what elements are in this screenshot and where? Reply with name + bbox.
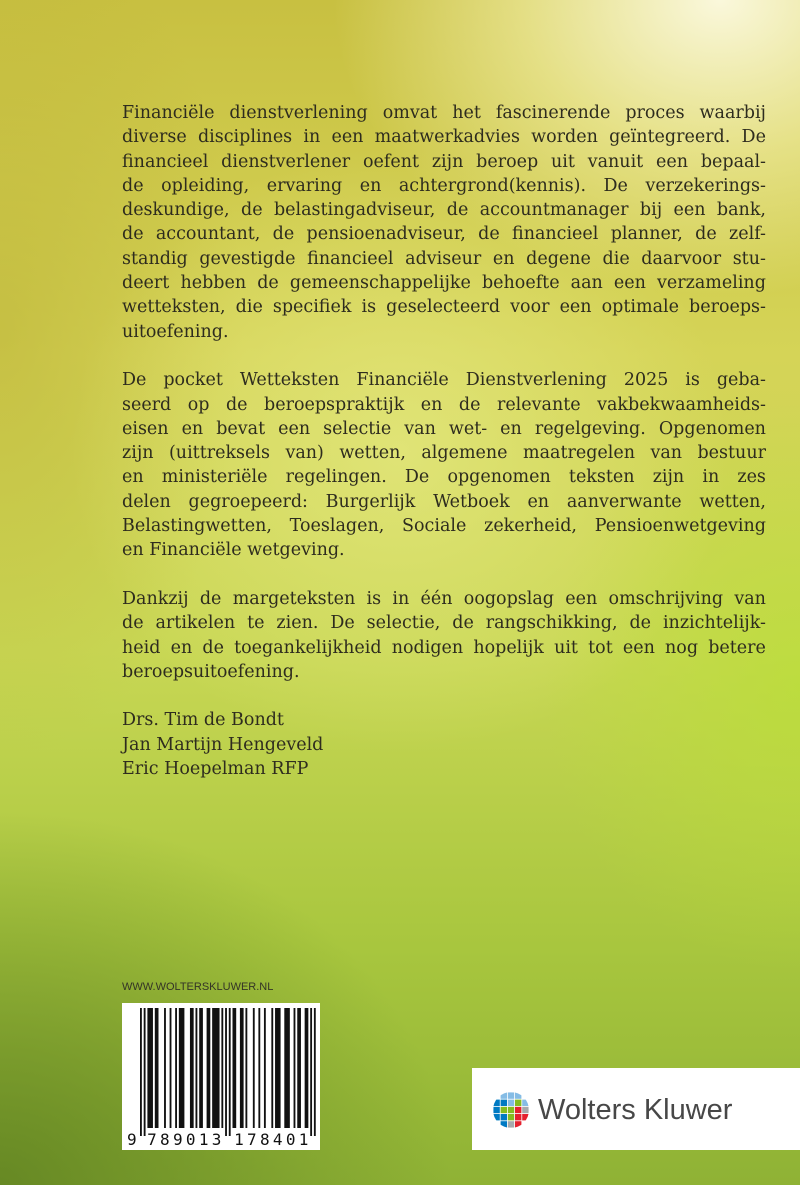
word: bank, xyxy=(716,200,766,221)
word: is xyxy=(361,297,377,318)
word: bepaal- xyxy=(700,151,766,172)
word: de xyxy=(122,613,144,634)
barcode-bar xyxy=(179,1008,185,1128)
word: disciplines xyxy=(197,127,293,148)
word: uit xyxy=(554,637,578,658)
text-line xyxy=(122,295,766,319)
text-line xyxy=(122,587,766,611)
word: die xyxy=(602,248,630,269)
word: nodigen xyxy=(391,637,464,658)
word: nog xyxy=(665,637,699,658)
author-name: Jan Martijn Hengeveld xyxy=(122,734,324,755)
word: zijn xyxy=(652,467,685,488)
word: de xyxy=(257,273,279,294)
text-line xyxy=(122,125,766,149)
word: (uittreksels xyxy=(168,443,270,464)
logo-square xyxy=(501,1121,507,1127)
logo-square xyxy=(508,1121,514,1127)
word: degene xyxy=(526,248,591,269)
word: De xyxy=(330,613,355,634)
logo-square xyxy=(515,1100,521,1106)
barcode-guard-bar xyxy=(229,1008,231,1136)
logo-square xyxy=(508,1114,514,1120)
word: van xyxy=(404,418,436,439)
logo-square xyxy=(522,1100,528,1106)
word: in xyxy=(702,467,720,488)
publisher-name: Wolters Kluwer xyxy=(538,1094,733,1126)
logo-square xyxy=(515,1114,521,1120)
word: gegroepeerd: xyxy=(188,491,308,512)
word: en xyxy=(527,491,550,512)
paragraph-closing xyxy=(122,587,766,684)
word: aan xyxy=(570,273,603,294)
barcode-bar xyxy=(305,1008,309,1128)
barcode-left-digits: 789013 xyxy=(147,1130,225,1149)
word: de xyxy=(202,637,224,658)
word: stu- xyxy=(732,248,766,269)
word: de xyxy=(478,224,500,245)
word: op xyxy=(187,394,210,415)
word: de xyxy=(241,200,263,221)
word: artikelen xyxy=(155,613,236,634)
word: Financiële xyxy=(122,103,215,123)
word: zien. xyxy=(276,613,319,634)
barcode-bar xyxy=(170,1008,172,1128)
word: selectie, xyxy=(366,613,441,634)
text-line xyxy=(122,393,766,417)
word: en xyxy=(359,175,382,196)
word: de xyxy=(272,224,295,245)
word: bestuur xyxy=(697,443,766,464)
word: ministeriële xyxy=(161,467,268,488)
word: en xyxy=(492,248,515,269)
word: een xyxy=(673,200,706,221)
word: verzekerings- xyxy=(645,175,766,196)
word: de xyxy=(122,224,144,245)
word: financieel xyxy=(122,151,209,172)
word: en xyxy=(420,394,443,415)
word: zijn xyxy=(122,443,154,464)
word: Dienstverlening xyxy=(465,370,607,391)
word: De xyxy=(404,467,430,488)
word: De xyxy=(741,127,766,148)
barcode-bar xyxy=(264,1008,266,1128)
word: oefent xyxy=(362,151,420,172)
author-name: Eric Hoepelman RFP xyxy=(122,759,309,780)
word: accountmanager xyxy=(479,200,629,221)
word: van xyxy=(734,588,766,609)
word: wetten, xyxy=(339,443,406,464)
text-line xyxy=(122,417,766,441)
word: De xyxy=(122,370,147,391)
word: tot xyxy=(588,637,613,658)
word: te xyxy=(247,613,265,634)
word: omschrijving xyxy=(608,588,724,609)
word: oogopslag xyxy=(463,588,555,609)
word: zijn xyxy=(431,151,464,172)
word: Opgenomen xyxy=(658,418,766,439)
word: maatwerkadvies xyxy=(374,127,520,148)
logo-square xyxy=(493,1114,499,1120)
word: algemene xyxy=(421,443,508,464)
word: betere xyxy=(708,637,766,658)
logo-square xyxy=(515,1092,521,1098)
barcode-bar xyxy=(147,1008,153,1128)
text-line xyxy=(122,150,766,174)
word: opleiding, xyxy=(161,175,250,196)
word: vanuit xyxy=(587,151,644,172)
word: en xyxy=(181,418,204,439)
word: Wetboek xyxy=(433,491,510,512)
word: worden xyxy=(531,127,598,148)
paragraph-intro xyxy=(122,101,766,344)
word: deert xyxy=(122,273,170,294)
word: een xyxy=(613,273,646,294)
word: pensioenadviseur, xyxy=(306,224,466,245)
word: bij xyxy=(639,200,663,221)
word: toegankelijkheid xyxy=(234,637,382,658)
barcode-bar xyxy=(212,1008,219,1128)
word: de xyxy=(452,613,474,634)
barcode-bar xyxy=(155,1008,159,1128)
barcode-guard-bar xyxy=(144,1008,146,1136)
barcode-guard-bar xyxy=(225,1008,227,1136)
barcode-bar xyxy=(253,1008,255,1128)
word: de xyxy=(199,588,222,609)
word: zelf- xyxy=(729,224,766,245)
barcode-first-digit: 9 xyxy=(127,1130,137,1149)
word: deskundige, xyxy=(122,200,230,221)
logo-square xyxy=(515,1121,521,1127)
word: een xyxy=(559,297,592,318)
word: is xyxy=(366,588,382,609)
logo-square xyxy=(501,1114,507,1120)
word: heid xyxy=(122,637,161,658)
word: en xyxy=(500,418,522,439)
word: Toeslagen, xyxy=(289,516,385,537)
word: vakbekwaamheids- xyxy=(597,394,766,415)
word: aanverwante xyxy=(566,491,682,512)
word: pocket xyxy=(163,370,223,391)
logo-square xyxy=(493,1107,499,1113)
author-list xyxy=(122,708,766,781)
isbn-barcode xyxy=(122,1003,320,1150)
word: zes xyxy=(737,467,766,488)
word: bevat xyxy=(216,418,266,439)
word: regelingen. xyxy=(285,467,387,488)
logo-square xyxy=(493,1100,499,1106)
barcode-guard-bar xyxy=(314,1008,316,1136)
word: voor xyxy=(510,297,550,318)
barcode-bar xyxy=(294,1008,296,1128)
word: optimale xyxy=(601,297,679,318)
text-line xyxy=(122,490,766,514)
logo-square xyxy=(515,1107,521,1113)
word: Dankzij xyxy=(122,588,189,609)
wolters-kluwer-logo-icon xyxy=(493,1092,529,1128)
logo-square xyxy=(508,1107,514,1113)
barcode-guard-bar xyxy=(140,1008,142,1136)
logo-square xyxy=(522,1114,528,1120)
word: proces xyxy=(625,103,685,123)
word: achtergrond(kennis). xyxy=(398,175,587,196)
word: hopelijk xyxy=(473,637,544,658)
logo-square xyxy=(501,1092,507,1098)
barcode-bar xyxy=(271,1008,273,1128)
word: delen xyxy=(122,491,171,512)
word: belastingadviseur, xyxy=(273,200,436,221)
word: 2025 xyxy=(623,370,669,391)
word: wet- xyxy=(448,418,488,439)
word: eisen xyxy=(122,418,169,439)
text-line xyxy=(122,368,766,392)
word: selectie xyxy=(323,418,392,439)
barcode-bar xyxy=(196,1008,198,1128)
word: één xyxy=(420,588,453,609)
word: diverse xyxy=(122,127,187,148)
barcode-bar xyxy=(221,1008,223,1128)
word: van xyxy=(650,443,683,464)
word: de xyxy=(225,394,248,415)
word: Wetteksten xyxy=(239,370,340,391)
word: gevestigde xyxy=(199,248,296,269)
word: financieel xyxy=(512,224,599,245)
publisher-logo xyxy=(472,1068,800,1150)
word: een xyxy=(565,588,598,609)
word: uit xyxy=(551,151,575,172)
word: dienstverlening xyxy=(229,103,368,123)
word: geselecteerd xyxy=(386,297,501,318)
text-line xyxy=(122,222,766,246)
word: dienstverlener xyxy=(221,151,351,172)
word: Sociale xyxy=(402,516,467,537)
word: wetten, xyxy=(699,491,766,512)
word: accountant, xyxy=(155,224,261,245)
author-name: Drs. Tim de Bondt xyxy=(122,710,284,731)
barcode-right-digits: 178401 xyxy=(234,1130,312,1149)
word: de xyxy=(446,200,469,221)
word: fascinerende xyxy=(495,103,611,123)
barcode-guard-bar xyxy=(310,1008,312,1136)
website-url: WWW.WOLTERSKLUWER.NL xyxy=(122,981,274,993)
word: standig xyxy=(122,248,188,269)
paragraph-contents xyxy=(122,368,766,562)
barcode-bar xyxy=(297,1008,301,1128)
word: omvat xyxy=(382,103,438,123)
word: de xyxy=(695,224,717,245)
barcode-bar xyxy=(245,1008,247,1128)
word: ervaring xyxy=(266,175,343,196)
word: een xyxy=(278,418,311,439)
word: seerd xyxy=(122,394,172,415)
word: gemeenschappelijke xyxy=(289,273,471,294)
text-line xyxy=(122,198,766,222)
word: inzichtelijk- xyxy=(662,613,766,634)
barcode-bar xyxy=(164,1008,166,1128)
word: relevante xyxy=(496,394,581,415)
logo-square xyxy=(508,1092,514,1098)
logo-square xyxy=(522,1107,528,1113)
word: een xyxy=(622,637,655,658)
word: daarvoor xyxy=(641,248,722,269)
text-line xyxy=(122,441,766,465)
text-line: en Financiële wetgeving. xyxy=(122,540,345,561)
text-line xyxy=(122,611,766,635)
word: behoefte xyxy=(481,273,560,294)
word: wetteksten, xyxy=(122,297,226,318)
word: een xyxy=(656,151,689,172)
barcode-bar xyxy=(275,1008,281,1128)
word: de xyxy=(629,613,652,634)
word: de xyxy=(458,394,481,415)
barcode-bar xyxy=(284,1008,290,1128)
logo-square xyxy=(501,1107,507,1113)
word: Belastingwetten, xyxy=(122,516,272,537)
word: beroeps- xyxy=(689,297,766,318)
word: van) xyxy=(285,443,324,464)
word: de xyxy=(122,175,144,196)
word: Financiële xyxy=(356,370,449,391)
barcode-bars xyxy=(122,1003,320,1150)
word: is xyxy=(685,370,700,391)
word: geïntegreerd. xyxy=(609,127,731,148)
word: zekerheid, xyxy=(484,516,577,537)
word: in xyxy=(303,127,321,148)
word: opgenomen xyxy=(447,467,551,488)
word: maatregelen xyxy=(522,443,635,464)
text-line xyxy=(122,636,766,660)
word: Burgerlijk xyxy=(325,491,416,512)
word: hebben xyxy=(180,273,247,294)
word: regelgeving. xyxy=(534,418,646,439)
text-line: beroepsuitoefening. xyxy=(122,661,300,682)
barcode-bar xyxy=(240,1008,244,1128)
word: teksten xyxy=(568,467,635,488)
text-line xyxy=(122,465,766,489)
text-line xyxy=(122,174,766,198)
word: beroep xyxy=(476,151,539,172)
word: en xyxy=(170,637,193,658)
word: rangschikking, xyxy=(485,613,618,634)
word: financieel xyxy=(307,248,394,269)
word: een xyxy=(331,127,364,148)
barcode-bar xyxy=(199,1008,203,1128)
word: adviseur xyxy=(405,248,482,269)
word: beroepspraktijk xyxy=(264,394,405,415)
word: planner, xyxy=(610,224,683,245)
logo-square xyxy=(501,1100,507,1106)
word: De xyxy=(603,175,628,196)
barcode-bar xyxy=(207,1008,211,1128)
barcode-bar xyxy=(175,1008,177,1128)
word: Pensioenwetgeving xyxy=(594,516,766,537)
text-line xyxy=(122,514,766,538)
word: en xyxy=(122,467,144,488)
text-line xyxy=(122,247,766,271)
text-line xyxy=(122,271,766,295)
word: het xyxy=(452,103,481,123)
word: die xyxy=(235,297,263,318)
text-line xyxy=(122,101,766,125)
barcode-bar xyxy=(258,1008,260,1128)
word: in xyxy=(392,588,410,609)
text-line: uitoefening. xyxy=(122,321,229,342)
word: margeteksten xyxy=(232,588,356,609)
blurb-text xyxy=(122,101,766,781)
word: geba- xyxy=(716,370,766,391)
word: verzameling xyxy=(657,273,766,294)
word: waarbij xyxy=(699,103,766,123)
logo-square xyxy=(508,1100,514,1106)
word: specifiek xyxy=(272,297,352,318)
barcode-bar xyxy=(233,1008,237,1128)
barcode-bar xyxy=(190,1008,194,1128)
